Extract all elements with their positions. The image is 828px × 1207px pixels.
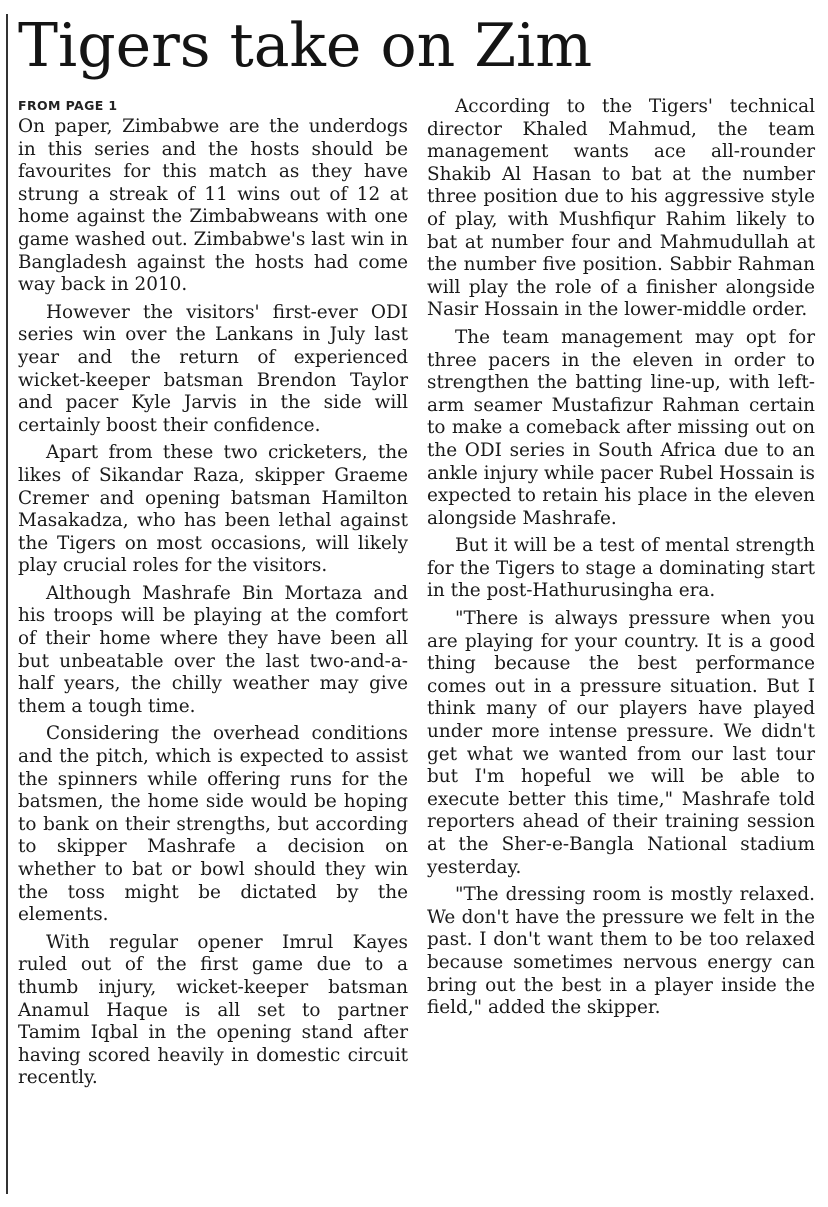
article-column-right — [427, 96, 815, 1025]
article-column-left — [18, 96, 408, 1095]
paragraph: However the visitors' first-ever ODI series win over the Lankans in July last year and the return of experienced wicket-keeper batsman Brendon Taylor and pacer Kyle Jarvis in the side will certainly boost their confidence. — [18, 301, 408, 436]
paragraph: "The dressing room is mostly relaxed. We don't have the pressure we felt in the past. I don't want them to be too relaxed because sometimes nervous energy can bring out the best in a player inside the field," added the skipper. — [427, 884, 815, 1019]
kicker: FROM PAGE 1 — [18, 98, 118, 113]
paragraph: Although Mashrafe Bin Mortaza and his troops will be playing at the comfort of their home where they have been all but unbeatable over the last two-and-a-half years, the chilly weather may give them a tough time. — [18, 582, 408, 717]
paragraph: The team management may opt for three pacers in the eleven in order to strengthen the batting line-up, with left-arm seamer Mustafizur Rahman certain to make a comeback after missing out on the ODI series in South Africa due to an ankle injury while pacer Rubel Hossain is expected to retain his place in the eleven alongside Mashrafe. — [427, 326, 815, 529]
paragraph: According to the Tigers' technical director Khaled Mahmud, the team management wants ace all-rounder Shakib Al Hasan to bat at the number three position due to his aggressive style of play, with Mushfiqur Rahim likely to bat at number four and Mahmudullah at the number five position. Sabbir Rahman will play the role of a finisher alongside Nasir Hossain in the lower-middle order. — [427, 96, 815, 321]
paragraph: Considering the overhead conditions and the pitch, which is expected to assist the spinners while offering runs for the batsmen, the home side would be hoping to bank on their strengths, but according to skipper Mashrafe a decision on whether to bat or bowl should they win the toss might be dictated by the elements. — [18, 723, 408, 926]
paragraph: "There is always pressure when you are playing for your country. It is a good thing because the best performance comes out in a pressure situation. But I think many of our players have played under more intense pressure. We didn't get what we wanted from our last tour but I'm hopeful we will be able to execute better this time," Mashrafe told reporters ahead of their training session at the Sher-e-Bangla National stadium yesterday. — [427, 608, 815, 878]
paragraph: With regular opener Imrul Kayes ruled out of the first game due to a thumb injury, wicket-keeper batsman Anamul Haque is all set to partner Tamim Iqbal in the opening stand after having scored heavily in domestic circuit recently. — [18, 931, 408, 1089]
column-rule — [6, 14, 8, 1194]
paragraph: Apart from these two cricketers, the likes of Sikandar Raza, skipper Graeme Cremer and opening batsman Hamilton Masakadza, who has been lethal against the Tigers on most occasions, will likely play crucial roles for the visitors. — [18, 442, 408, 577]
headline: Tigers take on Zim — [18, 11, 593, 81]
paragraph: On paper, Zimbabwe are the underdogs in this series and the hosts should be favourites for this match as they have strung a streak of 11 wins out of 12 at home against the Zimbabweans with one game washed out. Zimbabwe's last win in Bangladesh against the hosts had come way back in 2010. — [18, 116, 408, 296]
paragraph: But it will be a test of mental strength for the Tigers to stage a dominating start in the post-Hathurusingha era. — [427, 535, 815, 602]
